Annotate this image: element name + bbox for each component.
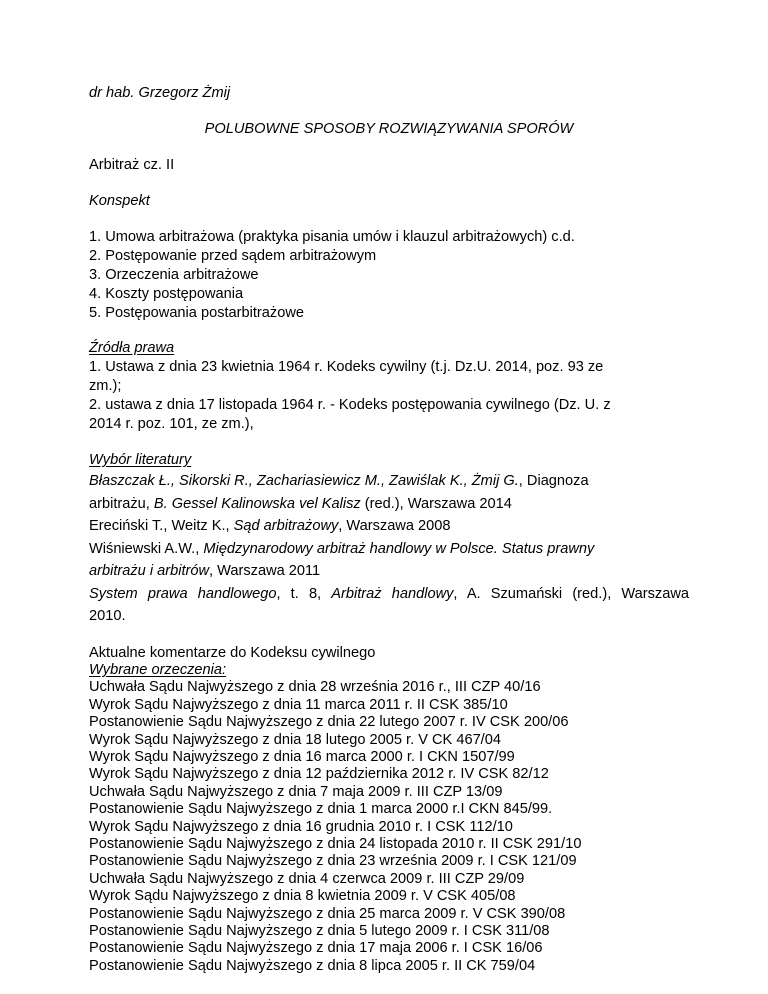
legal-sources-heading: Źródła prawa <box>89 340 175 356</box>
literature-text: , Diagnoza <box>518 473 589 489</box>
legal-source-line: 1. Ustawa z dnia 23 kwietnia 1964 r. Kodeks cywilny (t.j. Dz.U. 2014, poz. 93 ze <box>89 359 604 375</box>
outline-item: 1. Umowa arbitrażowa (praktyka pisania umów i klauzul arbitrażowych) c.d. <box>89 229 575 245</box>
literature-text: , t. 8, <box>276 585 332 602</box>
literature-editor: B. Gessel Kalinowska vel Kalisz <box>153 495 361 512</box>
outline-heading: Konspekt <box>89 193 150 209</box>
outline-item: 3. Orzeczenia arbitrażowe <box>89 267 259 283</box>
legal-source-line: 2014 r. poz. 101, ze zm.), <box>89 416 254 432</box>
ruling-item: Wyrok Sądu Najwyższego z dnia 16 grudnia 2010 r. I CSK 112/10 <box>89 818 513 835</box>
ruling-item: Wyrok Sądu Najwyższego z dnia 18 lutego 2005 r. V CK 467/04 <box>89 731 501 748</box>
literature-text: 2010. <box>89 608 126 624</box>
ruling-item: Wyrok Sądu Najwyższego z dnia 12 października 2012 r. IV CSK 82/12 <box>89 766 549 783</box>
literature-text: , A. Szumański (red.), Warszawa <box>453 585 689 602</box>
ruling-item: Uchwała Sądu Najwyższego z dnia 7 maja 2009 r. III CZP 13/09 <box>89 783 503 800</box>
literature-title: Arbitraż handlowy <box>331 585 454 602</box>
ruling-item: Uchwała Sądu Najwyższego z dnia 28 września 2016 r., III CZP 40/16 <box>89 679 541 696</box>
ruling-item: Postanowienie Sądu Najwyższego z dnia 22 lutego 2007 r. IV CSK 200/06 <box>89 714 569 731</box>
ruling-item: Postanowienie Sądu Najwyższego z dnia 8 lipca 2005 r. II CK 759/04 <box>89 957 536 974</box>
ruling-item: Postanowienie Sądu Najwyższego z dnia 23 września 2009 r. I CSK 121/09 <box>89 853 577 870</box>
ruling-item: Wyrok Sądu Najwyższego z dnia 8 kwietnia 2009 r. V CSK 405/08 <box>89 888 516 905</box>
ruling-item: Postanowienie Sądu Najwyższego z dnia 25 marca 2009 r. V CSK 390/08 <box>89 905 566 922</box>
document-page <box>89 84 689 975</box>
outline-item: 2. Postępowanie przed sądem arbitrażowym <box>89 248 377 264</box>
literature-title: Sąd arbitrażowy <box>233 518 339 534</box>
document-subtitle: Arbitraż cz. II <box>89 157 175 173</box>
outline-item: 5. Postępowania postarbitrażowe <box>89 305 304 321</box>
literature-heading: Wybór literatury <box>89 452 192 468</box>
legal-sources-section <box>89 339 689 434</box>
rulings-heading: Wybrane orzeczenia: <box>89 661 227 678</box>
literature-text: , Warszawa 2011 <box>209 563 321 579</box>
literature-text: arbitrażu, <box>89 495 154 512</box>
rulings-section <box>89 645 689 976</box>
literature-entry-cont <box>89 605 689 628</box>
ruling-item: Wyrok Sądu Najwyższego z dnia 11 marca 2011 r. II CSK 385/10 <box>89 696 508 713</box>
literature-entry-cont <box>89 560 689 583</box>
ruling-item: Postanowienie Sądu Najwyższego z dnia 1 marca 2000 r.I CKN 845/99. <box>89 801 553 818</box>
literature-text: , Warszawa 2008 <box>338 518 451 534</box>
literature-entry <box>89 470 689 493</box>
ruling-item: Postanowienie Sądu Najwyższego z dnia 24 listopada 2010 r. II CSK 291/10 <box>89 835 582 852</box>
literature-entry <box>89 583 689 606</box>
literature-entry <box>89 538 689 561</box>
legal-source-line: 2. ustawa z dnia 17 listopada 1964 r. - Kodeks postępowania cywilnego (Dz. U. z <box>89 397 611 413</box>
author-name: dr hab. Grzegorz Żmij <box>89 85 231 101</box>
ruling-item: Postanowienie Sądu Najwyższego z dnia 5 lutego 2009 r. I CSK 311/08 <box>89 923 550 939</box>
literature-authors: Wiśniewski A.W., <box>89 540 204 557</box>
ruling-item: Uchwała Sądu Najwyższego z dnia 4 czerwca 2009 r. III CZP 29/09 <box>89 870 525 887</box>
literature-title: Międzynarodowy arbitraż handlowy w Polsce. Status prawny <box>203 540 595 557</box>
legal-source-line: zm.); <box>89 378 122 394</box>
literature-section <box>89 451 689 628</box>
outline-list <box>89 228 689 323</box>
ruling-item: Postanowienie Sądu Najwyższego z dnia 17 maja 2006 r. I CSK 16/06 <box>89 940 543 957</box>
literature-authors: Błaszczak Ł., Sikorski R., Zachariasiewicz M., Zawiślak K., Żmij G. <box>89 473 519 489</box>
literature-text: (red.), Warszawa 2014 <box>360 495 512 512</box>
commentary-note: Aktualne komentarze do Kodeksu cywilnego <box>89 644 376 661</box>
literature-entry-cont <box>89 493 689 516</box>
outline-item: 4. Koszty postępowania <box>89 286 244 302</box>
literature-authors: Ereciński T., Weitz K., <box>89 518 234 534</box>
literature-title: arbitrażu i arbitrów <box>89 563 210 579</box>
ruling-item: Wyrok Sądu Najwyższego z dnia 16 marca 2000 r. I CKN 1507/99 <box>89 748 515 765</box>
literature-title: System prawa handlowego <box>89 585 277 602</box>
document-title: POLUBOWNE SPOSOBY ROZWIĄZYWANIA SPORÓW <box>204 121 574 137</box>
literature-entry <box>89 515 689 538</box>
